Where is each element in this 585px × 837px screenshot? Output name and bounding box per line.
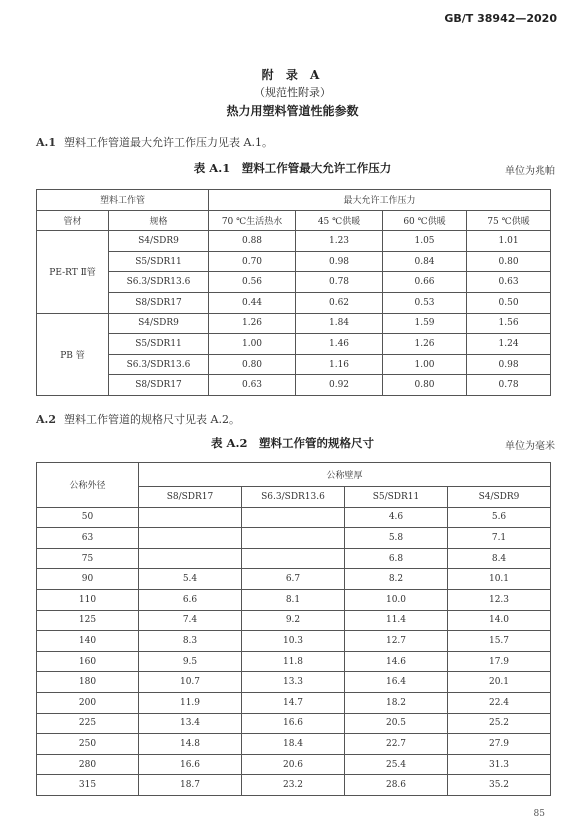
clause-a2-text: 塑料工作管道的规格尺寸见表 A.2。 [64, 413, 240, 426]
table-cell: 90 [37, 569, 139, 590]
table-cell: 125 [37, 610, 139, 631]
appendix-subtitle: （规范性附录） [254, 86, 331, 99]
table-row [37, 775, 551, 796]
table-a1-material-cell: PB 管 [37, 313, 109, 395]
table-cell: 0.63 [467, 272, 551, 293]
table-row [37, 548, 551, 569]
table-a1-column-header-row [37, 210, 551, 231]
table-cell: 16.6 [242, 713, 345, 734]
table-cell: 9.5 [139, 651, 242, 672]
table-row [37, 610, 551, 631]
table-row [37, 507, 551, 528]
table-cell: 0.80 [209, 354, 296, 375]
table-cell [242, 528, 345, 549]
table-row [37, 734, 551, 755]
table-cell: 1.00 [209, 334, 296, 355]
table-cell: 1.84 [296, 313, 383, 334]
table-cell: S6.3/SDR13.6 [109, 272, 209, 293]
clause-a1-text: 塑料工作管道最大允许工作压力见表 A.1。 [64, 136, 273, 149]
table-cell: 5.8 [345, 528, 448, 549]
table-cell: 110 [37, 589, 139, 610]
table-cell: 14.8 [139, 734, 242, 755]
table-cell: 10.3 [242, 631, 345, 652]
table-cell: 1.00 [383, 354, 467, 375]
table-cell: 1.16 [296, 354, 383, 375]
table-a1-unit: 单位为兆帕 [505, 166, 555, 177]
table-cell: 0.78 [467, 375, 551, 396]
table-row [37, 589, 551, 610]
table-cell: 31.3 [448, 754, 551, 775]
table-row [37, 631, 551, 652]
table-row [37, 754, 551, 775]
table-cell: 0.80 [383, 375, 467, 396]
table-cell: 13.4 [139, 713, 242, 734]
table-row [37, 272, 551, 293]
table-cell: 160 [37, 651, 139, 672]
table-cell: 0.70 [209, 251, 296, 272]
table-cell: S8/SDR17 [109, 292, 209, 313]
table-cell: 14.6 [345, 651, 448, 672]
table-cell: 6.7 [242, 569, 345, 590]
table-row [37, 528, 551, 549]
table-cell: 20.6 [242, 754, 345, 775]
clause-a1 [36, 134, 273, 150]
table-cell: 12.7 [345, 631, 448, 652]
table-cell [139, 528, 242, 549]
table-cell: 28.6 [345, 775, 448, 796]
table-cell: 11.4 [345, 610, 448, 631]
table-a2-group-header: 公称壁厚 [139, 463, 551, 487]
table-cell: 14.0 [448, 610, 551, 631]
table-row [37, 231, 551, 252]
table-cell: 0.62 [296, 292, 383, 313]
table-row [37, 569, 551, 590]
table-row [37, 313, 551, 334]
table-row [37, 251, 551, 272]
table-cell: 0.98 [296, 251, 383, 272]
clause-a2 [36, 411, 240, 427]
table-cell: 7.4 [139, 610, 242, 631]
table-cell: 11.9 [139, 692, 242, 713]
table-cell: 25.2 [448, 713, 551, 734]
table-cell: 315 [37, 775, 139, 796]
table-cell [242, 548, 345, 569]
table-cell: 27.9 [448, 734, 551, 755]
table-cell: 9.2 [242, 610, 345, 631]
table-cell: 0.84 [383, 251, 467, 272]
table-a2-column-header: S4/SDR9 [448, 487, 551, 508]
table-cell: 13.3 [242, 672, 345, 693]
table-cell: 1.26 [383, 334, 467, 355]
table-a1-group-header: 塑料工作管 [37, 190, 209, 211]
clause-a1-number: A.1 [36, 136, 57, 149]
table-cell: 1.46 [296, 334, 383, 355]
table-a2-title: 表 A.2 塑料工作管的规格尺寸 [211, 436, 374, 450]
table-cell: 0.92 [296, 375, 383, 396]
table-cell: 1.05 [383, 231, 467, 252]
table-a1-column-header: 75 ℃供暖 [467, 210, 551, 231]
table-cell: 16.6 [139, 754, 242, 775]
table-cell [139, 548, 242, 569]
table-cell: 8.2 [345, 569, 448, 590]
table-cell: 1.26 [209, 313, 296, 334]
table-cell: 0.80 [467, 251, 551, 272]
clause-a2-number: A.2 [36, 413, 57, 426]
table-cell: 180 [37, 672, 139, 693]
table-a2-column-header: S8/SDR17 [139, 487, 242, 508]
table-cell: 20.5 [345, 713, 448, 734]
table-a2 [36, 462, 551, 796]
table-a1-column-header: 60 ℃供暖 [383, 210, 467, 231]
table-cell: S8/SDR17 [109, 375, 209, 396]
table-cell: 18.2 [345, 692, 448, 713]
table-cell: 18.4 [242, 734, 345, 755]
table-cell: 1.59 [383, 313, 467, 334]
table-a1-material-cell: PE-RT Ⅱ管 [37, 231, 109, 313]
table-cell: 50 [37, 507, 139, 528]
table-cell: 22.4 [448, 692, 551, 713]
table-cell: 22.7 [345, 734, 448, 755]
table-cell: 12.3 [448, 589, 551, 610]
table-cell: 0.56 [209, 272, 296, 293]
table-cell: 4.6 [345, 507, 448, 528]
table-cell: 0.78 [296, 272, 383, 293]
table-cell: 15.7 [448, 631, 551, 652]
table-cell: S5/SDR11 [109, 251, 209, 272]
table-a1-column-header: 规格 [109, 210, 209, 231]
standard-code: GB/T 38942—2020 [444, 12, 557, 25]
table-row [37, 692, 551, 713]
table-a1-title: 表 A.1 塑料工作管最大允许工作压力 [193, 161, 392, 175]
table-a2-header-row [37, 463, 551, 487]
table-cell: 10.7 [139, 672, 242, 693]
table-cell: 63 [37, 528, 139, 549]
table-cell: 6.8 [345, 548, 448, 569]
table-cell [242, 507, 345, 528]
table-cell: 0.98 [467, 354, 551, 375]
table-cell: 0.50 [467, 292, 551, 313]
table-a1 [36, 189, 551, 396]
table-cell: 8.1 [242, 589, 345, 610]
table-cell: 25.4 [345, 754, 448, 775]
table-cell: 17.9 [448, 651, 551, 672]
table-cell: 35.2 [448, 775, 551, 796]
appendix-heading: 热力用塑料管道性能参数 [226, 104, 359, 118]
table-a2-row-header: 公称外径 [37, 463, 139, 508]
table-row [37, 651, 551, 672]
table-cell: 14.7 [242, 692, 345, 713]
table-cell: 75 [37, 548, 139, 569]
table-cell: 225 [37, 713, 139, 734]
table-cell: 0.66 [383, 272, 467, 293]
table-cell: 10.1 [448, 569, 551, 590]
table-cell: 20.1 [448, 672, 551, 693]
table-cell: 200 [37, 692, 139, 713]
table-cell: 10.0 [345, 589, 448, 610]
appendix-title: 附 录 A [261, 68, 324, 82]
table-cell: 140 [37, 631, 139, 652]
table-cell: 8.4 [448, 548, 551, 569]
table-cell: 18.7 [139, 775, 242, 796]
table-cell: S4/SDR9 [109, 231, 209, 252]
table-row [37, 292, 551, 313]
table-cell: 0.88 [209, 231, 296, 252]
table-cell: 11.8 [242, 651, 345, 672]
table-a1-column-header: 70 ℃生活热水 [209, 210, 296, 231]
table-cell: 5.4 [139, 569, 242, 590]
table-row [37, 375, 551, 396]
table-cell: 1.24 [467, 334, 551, 355]
table-a1-column-header: 管材 [37, 210, 109, 231]
table-cell: S4/SDR9 [109, 313, 209, 334]
table-row [37, 354, 551, 375]
table-row [37, 713, 551, 734]
page-number: 85 [533, 809, 545, 819]
table-cell: 7.1 [448, 528, 551, 549]
table-a2-column-header: S5/SDR11 [345, 487, 448, 508]
table-cell: 0.53 [383, 292, 467, 313]
table-cell: 0.63 [209, 375, 296, 396]
table-cell: S6.3/SDR13.6 [109, 354, 209, 375]
table-cell: 250 [37, 734, 139, 755]
table-cell: 8.3 [139, 631, 242, 652]
table-row [37, 672, 551, 693]
table-a1-column-header: 45 ℃供暖 [296, 210, 383, 231]
table-a2-column-header: S6.3/SDR13.6 [242, 487, 345, 508]
table-cell: 1.01 [467, 231, 551, 252]
table-a2-unit: 单位为毫米 [505, 441, 555, 452]
table-cell [139, 507, 242, 528]
table-cell: 23.2 [242, 775, 345, 796]
table-cell: 280 [37, 754, 139, 775]
table-cell: 1.56 [467, 313, 551, 334]
table-cell: 5.6 [448, 507, 551, 528]
table-cell: 16.4 [345, 672, 448, 693]
table-row [37, 334, 551, 355]
table-cell: 0.44 [209, 292, 296, 313]
table-cell: S5/SDR11 [109, 334, 209, 355]
table-cell: 6.6 [139, 589, 242, 610]
table-a1-group-header-row [37, 190, 551, 211]
table-cell: 1.23 [296, 231, 383, 252]
table-a1-group-header: 最大允许工作压力 [209, 190, 551, 211]
